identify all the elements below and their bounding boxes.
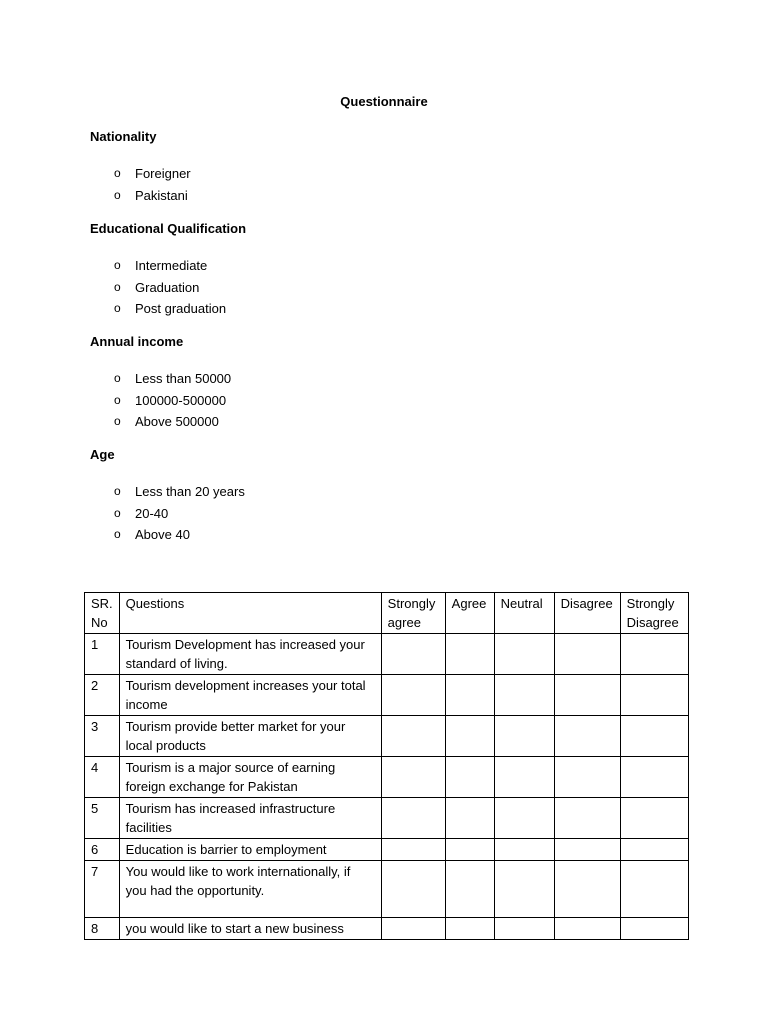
row-question: Tourism is a major source of earning foreign exchange for Pakistan [119, 757, 381, 798]
table-row [85, 839, 689, 861]
section-heading: Age [90, 447, 115, 462]
header-sr-no: SR. No [85, 593, 120, 634]
option-label: 100000-500000 [135, 392, 227, 408]
answer-cell[interactable] [494, 675, 554, 716]
table-row [85, 861, 689, 918]
table-row [85, 675, 689, 716]
row-question: Tourism provide better market for your local products [119, 716, 381, 757]
row-number: 6 [85, 839, 120, 861]
answer-cell[interactable] [381, 861, 445, 918]
answer-cell[interactable] [554, 798, 620, 839]
bullet-icon: o [114, 279, 121, 294]
bullet-icon: o [114, 258, 121, 272]
row-question: Education is barrier to employment [119, 839, 381, 861]
questions-table [84, 592, 689, 940]
row-number: 1 [85, 634, 120, 675]
option-item[interactable] [90, 163, 191, 185]
header-agree: Agree [445, 593, 494, 634]
bullet-icon: o [114, 505, 121, 520]
answer-cell[interactable] [554, 675, 620, 716]
row-number: 7 [85, 861, 120, 918]
answer-cell[interactable] [381, 675, 445, 716]
section-heading: Annual income [90, 334, 184, 349]
answer-cell[interactable] [494, 918, 554, 940]
answer-cell[interactable] [494, 757, 554, 798]
section-heading: Nationality [90, 129, 157, 144]
option-item[interactable] [90, 255, 246, 277]
answer-cell[interactable] [554, 861, 620, 918]
answer-cell[interactable] [494, 716, 554, 757]
row-number: 4 [85, 757, 120, 798]
option-label: Less than 20 years [135, 484, 245, 499]
option-label: Above 500000 [135, 414, 219, 429]
answer-cell[interactable] [494, 861, 554, 918]
option-item[interactable] [90, 524, 245, 546]
option-label: Foreigner [135, 166, 191, 181]
option-item[interactable] [90, 390, 231, 412]
answer-cell[interactable] [445, 798, 494, 839]
header-disagree: Disagree [554, 593, 620, 634]
section-annual-income [90, 333, 231, 433]
answer-cell[interactable] [620, 798, 688, 839]
answer-cell[interactable] [620, 634, 688, 675]
table-row [85, 716, 689, 757]
answer-cell[interactable] [554, 757, 620, 798]
bullet-icon: o [114, 371, 121, 385]
table-row [85, 918, 689, 940]
answer-cell[interactable] [445, 918, 494, 940]
bullet-icon: o [114, 301, 121, 315]
header-strongly-agree: Strongly agree [381, 593, 445, 634]
table-row [85, 634, 689, 675]
page-title: Questionnaire [340, 94, 428, 109]
row-number: 5 [85, 798, 120, 839]
answer-cell[interactable] [381, 918, 445, 940]
answer-cell[interactable] [620, 918, 688, 940]
answer-cell[interactable] [620, 675, 688, 716]
answer-cell[interactable] [381, 757, 445, 798]
bullet-icon: o [114, 392, 121, 407]
option-label: Pakistani [135, 187, 188, 203]
answer-cell[interactable] [494, 839, 554, 861]
bullet-icon: o [114, 527, 121, 541]
option-label: 20-40 [135, 505, 169, 521]
answer-cell[interactable] [620, 861, 688, 918]
section-nationality [90, 128, 191, 206]
option-label: Less than 50000 [135, 371, 232, 386]
header-strongly-disagree: Strongly Disagree [620, 593, 688, 634]
answer-cell[interactable] [381, 634, 445, 675]
row-question: you would like to start a new business [119, 918, 381, 940]
option-item[interactable] [90, 503, 245, 525]
row-number: 2 [85, 675, 120, 716]
option-item[interactable] [90, 298, 246, 320]
answer-cell[interactable] [445, 861, 494, 918]
bullet-icon: o [114, 414, 121, 428]
answer-cell[interactable] [620, 757, 688, 798]
answer-cell[interactable] [445, 839, 494, 861]
section-heading: Educational Qualification [90, 221, 247, 236]
row-number: 8 [85, 918, 120, 940]
section-education [90, 220, 246, 320]
option-item[interactable] [90, 185, 191, 207]
option-label: Intermediate [135, 258, 208, 273]
row-number: 3 [85, 716, 120, 757]
header-questions: Questions [119, 593, 381, 634]
answer-cell[interactable] [554, 918, 620, 940]
answer-cell[interactable] [554, 634, 620, 675]
option-item[interactable] [90, 481, 245, 503]
answer-cell[interactable] [620, 716, 688, 757]
option-label: Post graduation [135, 301, 227, 316]
answer-cell[interactable] [554, 716, 620, 757]
answer-cell[interactable] [494, 798, 554, 839]
answer-cell[interactable] [620, 839, 688, 861]
bullet-icon: o [114, 187, 121, 202]
answer-cell[interactable] [381, 839, 445, 861]
table-row [85, 798, 689, 839]
section-age [90, 446, 245, 546]
answer-cell[interactable] [445, 716, 494, 757]
answer-cell[interactable] [554, 839, 620, 861]
answer-cell[interactable] [445, 757, 494, 798]
row-question: Tourism Development has increased your standard of living. [119, 634, 381, 675]
answer-cell[interactable] [445, 634, 494, 675]
option-list [90, 163, 191, 206]
option-list [90, 481, 245, 546]
option-item[interactable] [90, 277, 246, 299]
table-row [85, 757, 689, 798]
answer-cell[interactable] [381, 716, 445, 757]
option-label: Above 40 [135, 527, 190, 542]
row-question: Tourism development increases your total income [119, 675, 381, 716]
option-item[interactable] [90, 411, 231, 433]
row-question: You would like to work internationally, if you had the opportunity. [119, 861, 381, 918]
answer-cell[interactable] [494, 634, 554, 675]
answer-cell[interactable] [381, 798, 445, 839]
bullet-icon: o [114, 484, 121, 498]
answer-cell[interactable] [445, 675, 494, 716]
header-neutral: Neutral [494, 593, 554, 634]
row-question: Tourism has increased infrastructure facilities [119, 798, 381, 839]
option-item[interactable] [90, 368, 231, 390]
option-list [90, 255, 246, 320]
option-list [90, 368, 231, 433]
table-header-row [85, 593, 689, 634]
option-label: Graduation [135, 279, 200, 295]
bullet-icon: o [114, 166, 121, 180]
